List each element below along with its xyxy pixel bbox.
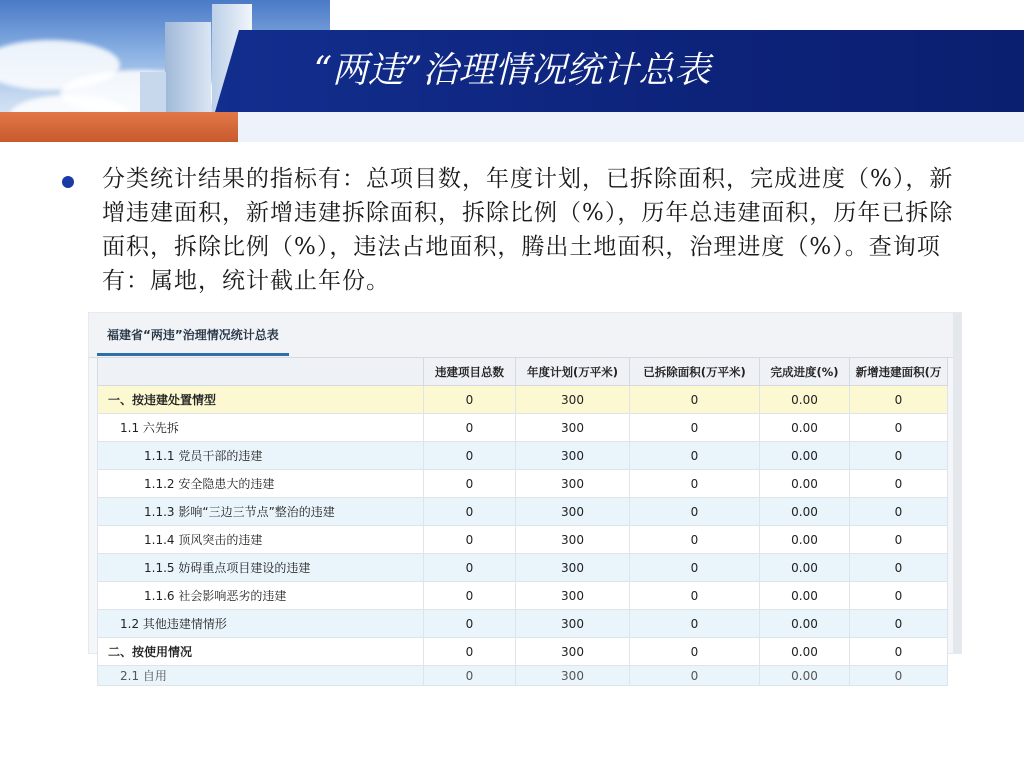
table-row[interactable] (98, 666, 948, 686)
row-value-cell: 0 (424, 414, 516, 442)
table-row[interactable] (98, 470, 948, 498)
table-header-row (98, 358, 948, 386)
row-value-cell: 0 (850, 526, 948, 554)
row-value-cell: 0 (424, 666, 516, 686)
row-value-cell: 0 (424, 526, 516, 554)
row-value-cell: 0 (630, 526, 760, 554)
row-value-cell: 0.00 (760, 554, 850, 582)
row-value-cell: 0 (630, 498, 760, 526)
report-table (97, 357, 948, 686)
row-value-cell: 300 (516, 554, 630, 582)
row-value-cell: 0 (424, 442, 516, 470)
table-row[interactable] (98, 554, 948, 582)
table-row[interactable] (98, 442, 948, 470)
table-row[interactable] (98, 414, 948, 442)
row-value-cell: 0 (630, 554, 760, 582)
column-header[interactable]: 违建项目总数 (424, 358, 516, 386)
row-category-label: 一、按违建处置情型 (98, 386, 424, 414)
table-row[interactable] (98, 386, 948, 414)
row-value-cell: 0 (424, 610, 516, 638)
row-category-label: 2.1 自用 (98, 666, 424, 686)
row-category-label: 1.1 六先拆 (98, 414, 424, 442)
row-category-label: 1.1.3 影响“三边三节点”整治的违建 (98, 498, 424, 526)
row-value-cell: 0 (630, 386, 760, 414)
table-row[interactable] (98, 610, 948, 638)
row-value-cell: 0 (850, 582, 948, 610)
row-value-cell: 0 (630, 638, 760, 666)
row-value-cell: 0.00 (760, 498, 850, 526)
row-category-label: 1.1.1 党员干部的违建 (98, 442, 424, 470)
row-value-cell: 300 (516, 526, 630, 554)
bullet-dot-icon (62, 176, 74, 188)
row-category-label: 1.1.2 安全隐患大的违建 (98, 470, 424, 498)
row-value-cell: 0 (424, 470, 516, 498)
row-category-label: 二、按使用情况 (98, 638, 424, 666)
row-value-cell: 0 (630, 666, 760, 686)
row-value-cell: 0 (630, 442, 760, 470)
row-value-cell: 300 (516, 442, 630, 470)
row-value-cell: 0.00 (760, 526, 850, 554)
row-value-cell: 0 (850, 386, 948, 414)
column-header[interactable]: 新增违建面积(万 (850, 358, 948, 386)
vertical-scrollbar[interactable] (953, 313, 961, 653)
row-value-cell: 0.00 (760, 442, 850, 470)
row-value-cell: 0.00 (760, 666, 850, 686)
row-value-cell: 0 (850, 666, 948, 686)
row-value-cell: 0 (850, 638, 948, 666)
table-row[interactable] (98, 498, 948, 526)
row-value-cell: 0.00 (760, 638, 850, 666)
row-value-cell: 300 (516, 582, 630, 610)
row-value-cell: 0 (630, 414, 760, 442)
row-value-cell: 0 (850, 414, 948, 442)
row-value-cell: 0.00 (760, 414, 850, 442)
slide-title: “两违”治理情况统计总表 (313, 50, 711, 91)
row-value-cell: 300 (516, 638, 630, 666)
report-screenshot (88, 312, 962, 683)
row-category-label: 1.1.4 顶风突击的违建 (98, 526, 424, 554)
table-row[interactable] (98, 582, 948, 610)
header-orange-strip (0, 112, 238, 142)
bullet-item (62, 162, 972, 298)
bullet-text: 分类统计结果的指标有：总项目数，年度计划，已拆除面积，完成进度（%），新增违建面积，新增违建拆除面积，拆除比例（%），历年总违建面积，历年已拆除面积，拆除比例（%），违法占地面积，腾出土地面积，治理进度（%）。查询项有：属地，统计截止年份。 (102, 166, 954, 294)
row-value-cell: 300 (516, 386, 630, 414)
slide-header (0, 0, 1024, 142)
row-value-cell: 0 (630, 582, 760, 610)
row-value-cell: 0 (630, 610, 760, 638)
row-category-label: 1.2 其他违建情情形 (98, 610, 424, 638)
row-value-cell: 0 (424, 498, 516, 526)
row-value-cell: 0 (850, 498, 948, 526)
column-header[interactable]: 已拆除面积(万平米) (630, 358, 760, 386)
table-body (98, 386, 948, 686)
row-value-cell: 300 (516, 470, 630, 498)
row-value-cell: 0 (424, 386, 516, 414)
row-value-cell: 0.00 (760, 386, 850, 414)
tab-report-title[interactable]: 福建省“两违”治理情况统计总表 (97, 323, 289, 356)
row-value-cell: 0 (850, 610, 948, 638)
row-value-cell: 300 (516, 610, 630, 638)
row-value-cell: 0 (424, 582, 516, 610)
row-value-cell: 0.00 (760, 470, 850, 498)
row-value-cell: 0 (850, 470, 948, 498)
row-value-cell: 0.00 (760, 582, 850, 610)
row-category-label: 1.1.6 社会影响恶劣的违建 (98, 582, 424, 610)
row-value-cell: 300 (516, 414, 630, 442)
row-value-cell: 300 (516, 498, 630, 526)
column-header[interactable]: 完成进度(%) (760, 358, 850, 386)
row-value-cell: 0.00 (760, 610, 850, 638)
row-value-cell: 0 (424, 554, 516, 582)
column-header[interactable] (98, 358, 424, 386)
row-category-label: 1.1.5 妨碍重点项目建设的违建 (98, 554, 424, 582)
row-value-cell: 0 (850, 554, 948, 582)
row-value-cell: 0 (850, 442, 948, 470)
row-value-cell: 0 (630, 470, 760, 498)
report-tabbar (89, 313, 961, 358)
column-header[interactable]: 年度计划(万平米) (516, 358, 630, 386)
row-value-cell: 300 (516, 666, 630, 686)
table-row[interactable] (98, 526, 948, 554)
row-value-cell: 0 (424, 638, 516, 666)
table-row[interactable] (98, 638, 948, 666)
